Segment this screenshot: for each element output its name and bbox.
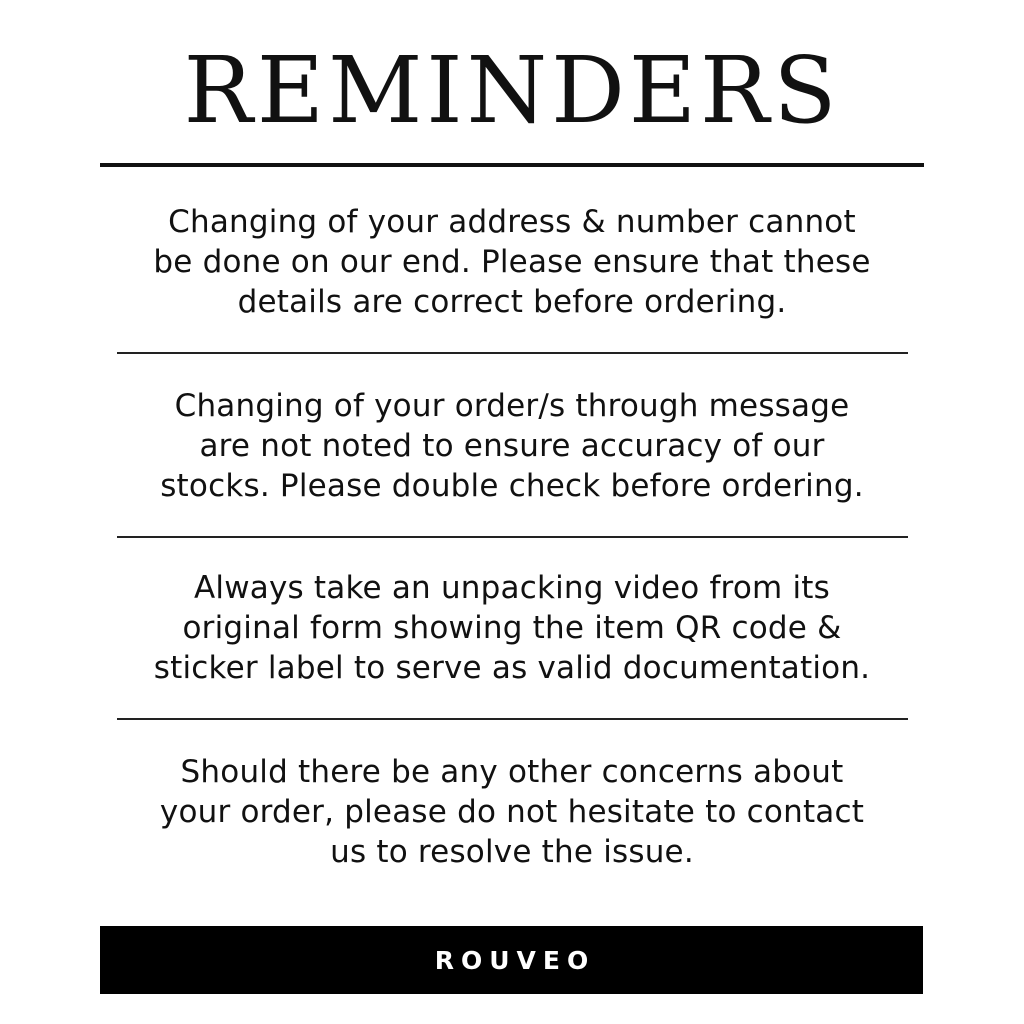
brand-name: ROUVEO — [434, 945, 596, 975]
page-title: REMINDERS — [183, 37, 841, 144]
reminder-line: original form showing the item QR code & — [182, 610, 842, 646]
reminder-line: us to resolve the issue. — [330, 834, 694, 870]
reminder-line: sticker label to serve as valid documentation. — [153, 650, 871, 686]
reminder-concerns — [112, 752, 912, 872]
reminder-line: your order, please do not hesitate to contact — [159, 794, 865, 830]
reminder-line: Changing of your order/s through message — [174, 388, 850, 424]
reminder-address — [112, 202, 912, 322]
section-divider — [117, 536, 908, 538]
reminder-line: Changing of your address & number cannot — [168, 204, 856, 240]
section-divider — [117, 352, 908, 354]
section-divider — [117, 718, 908, 720]
reminder-line: stocks. Please double check before ordering. — [160, 468, 864, 504]
reminder-line: be done on our end. Please ensure that these — [153, 244, 871, 280]
reminder-order-changes — [112, 386, 912, 506]
reminder-line: details are correct before ordering. — [237, 284, 787, 320]
reminder-line: are not noted to ensure accuracy of our — [199, 428, 825, 464]
reminder-line: Always take an unpacking video from its — [194, 570, 830, 606]
reminder-unpacking-video — [112, 568, 912, 688]
footer-bar — [100, 926, 923, 994]
title-divider — [100, 163, 924, 167]
reminder-line: Should there be any other concerns about — [180, 754, 844, 790]
